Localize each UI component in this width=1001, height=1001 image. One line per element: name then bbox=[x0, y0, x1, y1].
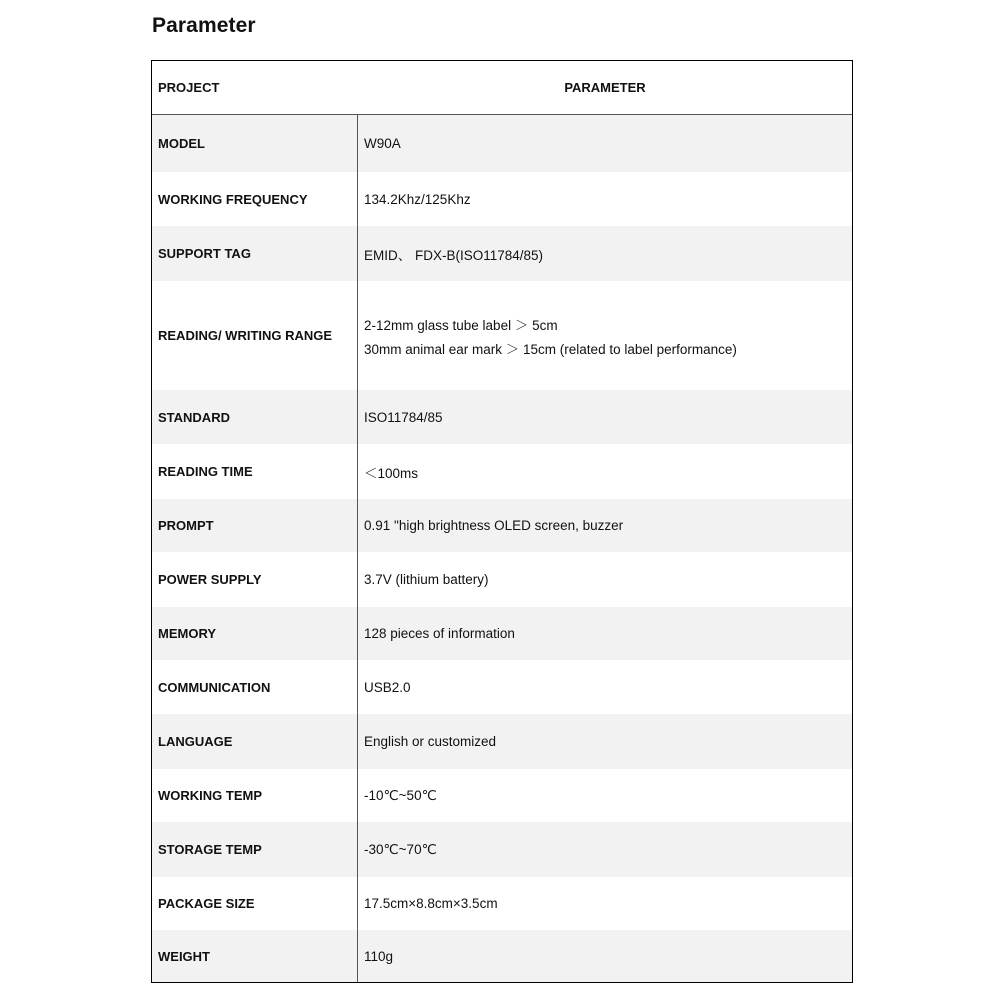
page-title: Parameter bbox=[152, 14, 256, 37]
row-label: STORAGE TEMP bbox=[152, 822, 358, 877]
table-row-reading-time bbox=[152, 444, 852, 499]
row-value: 134.2Khz/125Khz bbox=[364, 191, 471, 207]
row-label: POWER SUPPLY bbox=[152, 552, 358, 607]
table-row-memory bbox=[152, 607, 852, 660]
row-label: STANDARD bbox=[152, 390, 358, 444]
row-value bbox=[358, 281, 852, 390]
row-value: EMID、 FDX-B(ISO11784/85) bbox=[364, 247, 544, 263]
table-row-model bbox=[152, 115, 852, 172]
row-label: COMMUNICATION bbox=[152, 660, 358, 714]
row-value: -10℃~50℃ bbox=[364, 787, 437, 803]
row-value: 3.7V (lithium battery) bbox=[364, 572, 489, 587]
row-value: ISO11784/85 bbox=[364, 409, 443, 425]
row-label: LANGUAGE bbox=[152, 714, 358, 769]
row-value: English or customized bbox=[364, 734, 497, 749]
table-row-storage-temp bbox=[152, 822, 852, 877]
row-value: 0.91 "high brightness OLED screen, buzzer bbox=[364, 518, 624, 533]
table-row-power-supply bbox=[152, 552, 852, 607]
row-value: USB2.0 bbox=[364, 679, 411, 695]
row-label: PACKAGE SIZE bbox=[152, 877, 358, 930]
table-header-row bbox=[152, 61, 852, 115]
row-value: 128 pieces of information bbox=[364, 626, 515, 641]
row-label: READING TIME bbox=[152, 444, 358, 499]
header-project: PROJECT bbox=[158, 80, 220, 95]
row-label: READING/ WRITING RANGE bbox=[152, 281, 358, 390]
row-label: WEIGHT bbox=[152, 930, 358, 982]
row-value: -30℃~70℃ bbox=[364, 841, 437, 857]
row-label: MEMORY bbox=[152, 607, 358, 660]
table-row-package-size bbox=[152, 877, 852, 930]
table-row-standard bbox=[152, 390, 852, 444]
row-value: W90A bbox=[364, 136, 401, 151]
row-label: SUPPORT TAG bbox=[152, 226, 358, 281]
row-label: PROMPT bbox=[152, 499, 358, 552]
row-label: MODEL bbox=[152, 115, 358, 172]
row-value-line-2: 30mm animal ear mark ＞ 15cm (related to label performance) bbox=[364, 341, 737, 357]
table-row-prompt bbox=[152, 499, 852, 552]
table-row-support-tag bbox=[152, 226, 852, 281]
row-value: 17.5cm×8.8cm×3.5cm bbox=[364, 896, 498, 911]
table-row-working-temp bbox=[152, 769, 852, 822]
row-label: WORKING FREQUENCY bbox=[152, 172, 358, 226]
header-parameter: PARAMETER bbox=[564, 80, 646, 95]
table-row-weight bbox=[152, 930, 852, 982]
table-row-reading-writing-range bbox=[152, 281, 852, 390]
row-value: 110g bbox=[364, 948, 394, 964]
parameter-table bbox=[151, 60, 853, 983]
table-row-working-frequency bbox=[152, 172, 852, 226]
row-value-line-1: 2-12mm glass tube label ＞ 5cm bbox=[364, 317, 558, 333]
row-value: ＜100ms bbox=[364, 465, 419, 481]
table-row-communication bbox=[152, 660, 852, 714]
row-label: WORKING TEMP bbox=[152, 769, 358, 822]
table-row-language bbox=[152, 714, 852, 769]
